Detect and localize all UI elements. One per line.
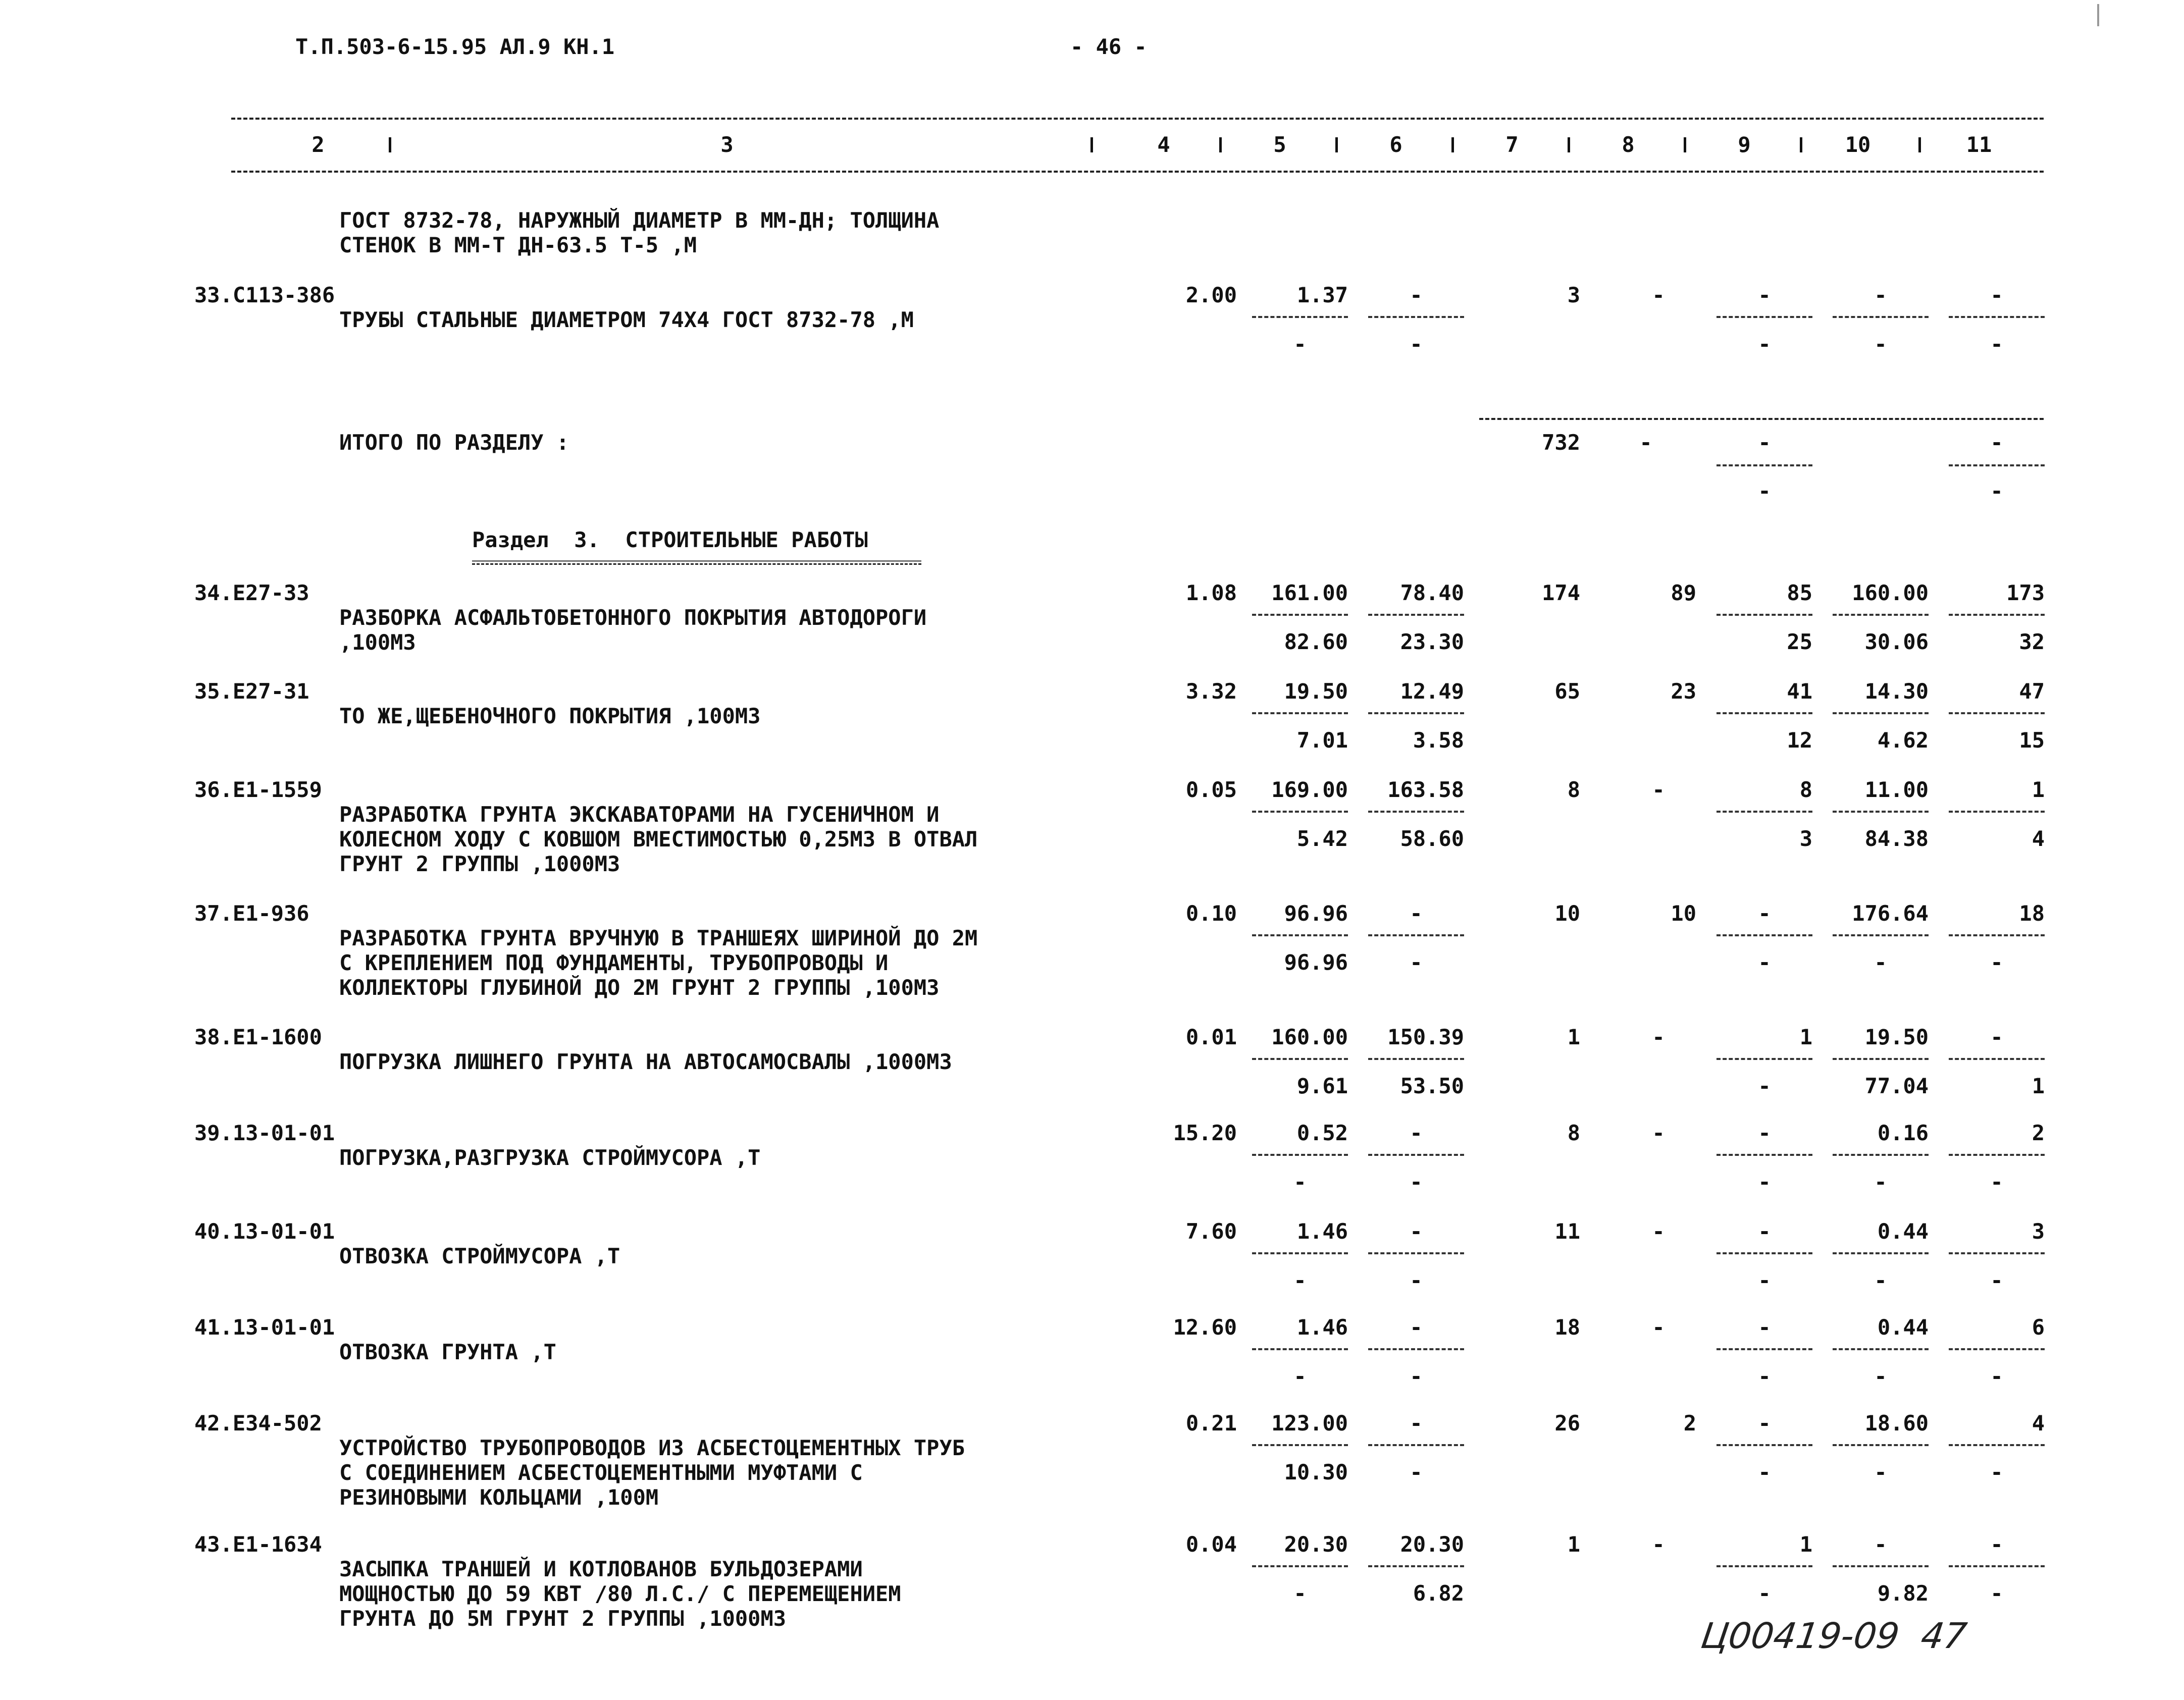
item-c7: 18 bbox=[1554, 1315, 1580, 1340]
item-c11b: 1 bbox=[2032, 1074, 2045, 1098]
item-rule-c11 bbox=[1949, 712, 2045, 714]
item-c11: 6 bbox=[2032, 1315, 2045, 1340]
item-rule-c6 bbox=[1368, 1444, 1464, 1446]
total-col9-rule bbox=[1717, 464, 1812, 466]
item-description-line: РАЗРАБОТКА ГРУНТА ВРУЧНУЮ В ТРАНШЕЯХ ШИРИНОЙ ДО 2М bbox=[339, 926, 978, 950]
item-c5: 1.46 bbox=[1296, 1315, 1348, 1340]
item-c11: - bbox=[1990, 1025, 2003, 1049]
item-code: 43.Е1-1634 bbox=[194, 1532, 322, 1557]
item-description-line: С СОЕДИНЕНИЕМ АСБЕСТОЦЕМЕНТНЫМИ МУФТАМИ С bbox=[339, 1460, 863, 1485]
item-c11b: - bbox=[1990, 1581, 2003, 1606]
item-description-line: С КРЕПЛЕНИЕМ ПОД ФУНДАМЕНТЫ, ТРУБОПРОВОДЫ И bbox=[339, 950, 889, 975]
item-c5: 161.00 bbox=[1271, 580, 1348, 605]
item-c4: 7.60 bbox=[1185, 1219, 1237, 1244]
item-c11: 1 bbox=[2032, 777, 2045, 802]
item-c11: - bbox=[1990, 1532, 2003, 1557]
item-rule-c10 bbox=[1833, 1058, 1929, 1060]
item-c10: - bbox=[1874, 1532, 1887, 1557]
item-c5: 0.52 bbox=[1296, 1121, 1348, 1145]
item-c6: 20.30 bbox=[1400, 1532, 1464, 1557]
item-c8: - bbox=[1652, 1219, 1665, 1244]
item-rule-c10 bbox=[1833, 1444, 1929, 1446]
item-rule-c10 bbox=[1833, 1348, 1929, 1350]
item-c9: - bbox=[1758, 1121, 1771, 1145]
item-rule-c10 bbox=[1833, 1565, 1929, 1567]
item-c11: 4 bbox=[2032, 1411, 2045, 1436]
item-c10b: - bbox=[1874, 1268, 1887, 1293]
item-c10: 0.16 bbox=[1877, 1121, 1929, 1145]
item-rule-c5 bbox=[1252, 712, 1348, 714]
item-c9b: 3 bbox=[1799, 826, 1812, 851]
item-c7: 10 bbox=[1554, 901, 1580, 926]
item-rule-c9 bbox=[1717, 614, 1812, 616]
item-c6: - bbox=[1410, 1219, 1423, 1244]
item-c6b: - bbox=[1410, 1460, 1423, 1484]
item-rule-c11 bbox=[1949, 1348, 2045, 1350]
item-c4: 0.04 bbox=[1185, 1532, 1237, 1557]
column-separator bbox=[1568, 137, 1570, 152]
item-c10: 160.00 bbox=[1852, 580, 1929, 605]
item-c5b: - bbox=[1293, 1581, 1307, 1606]
item-rule-c9 bbox=[1717, 712, 1812, 714]
item-code: 39.13-01-01 bbox=[194, 1121, 335, 1145]
item-c10b: - bbox=[1874, 1170, 1887, 1194]
item-c5b: 96.96 bbox=[1284, 950, 1348, 975]
column-header-9: 10 bbox=[1845, 132, 1871, 157]
item-c4: 1.08 bbox=[1185, 580, 1237, 605]
item-c9b: - bbox=[1758, 332, 1771, 356]
item-rule-c9 bbox=[1717, 1058, 1812, 1060]
item-description-line: ГРУНТА ДО 5М ГРУНТ 2 ГРУППЫ ,1000М3 bbox=[339, 1606, 787, 1631]
item-c8: - bbox=[1652, 1532, 1665, 1557]
column-separator bbox=[1219, 137, 1222, 152]
section-title: Раздел 3. СТРОИТЕЛЬНЫЕ РАБОТЫ bbox=[472, 527, 868, 552]
item-c6: - bbox=[1410, 1315, 1423, 1340]
total-col11-sub: - bbox=[1990, 479, 2003, 503]
item-c4: 12.60 bbox=[1173, 1315, 1237, 1340]
item-c5b: 82.60 bbox=[1284, 629, 1348, 654]
column-header-2: 3 bbox=[720, 132, 734, 157]
item-c6: - bbox=[1410, 283, 1423, 307]
total-col7: 732 bbox=[1542, 430, 1580, 455]
item-rule-c9 bbox=[1717, 934, 1812, 936]
item-rule-c5 bbox=[1252, 1444, 1348, 1446]
item-rule-c10 bbox=[1833, 811, 1929, 813]
item-c10: 14.30 bbox=[1864, 679, 1929, 704]
item-c8: - bbox=[1652, 1121, 1665, 1145]
item-c7: 65 bbox=[1554, 679, 1580, 704]
item-description-line: ГРУНТ 2 ГРУППЫ ,1000М3 bbox=[339, 852, 620, 876]
item-c10b: - bbox=[1874, 950, 1887, 975]
item-rule-c11 bbox=[1949, 1154, 2045, 1156]
item-c9: 1 bbox=[1799, 1025, 1812, 1049]
item-rule-c11 bbox=[1949, 934, 2045, 936]
item-c11: 173 bbox=[2006, 580, 2045, 605]
item-c8: 23 bbox=[1671, 679, 1696, 704]
item-description-line: ЗАСЫПКА ТРАНШЕЙ И КОТЛОВАНОВ БУЛЬДОЗЕРАМИ bbox=[339, 1557, 863, 1581]
item-description-line: РЕЗИНОВЫМИ КОЛЬЦАМИ ,100М bbox=[339, 1485, 659, 1510]
doc-code: Т.П.503-6-15.95 АЛ.9 КН.1 bbox=[295, 34, 615, 59]
item-code: 34.Е27-33 bbox=[194, 580, 309, 605]
column-header-7: 8 bbox=[1622, 132, 1635, 157]
item-c9b: - bbox=[1758, 1074, 1771, 1098]
item-c9b: 12 bbox=[1787, 728, 1812, 753]
item-c6: 150.39 bbox=[1387, 1025, 1464, 1049]
column-header-4: 5 bbox=[1273, 132, 1286, 157]
item-c6b: 23.30 bbox=[1400, 629, 1464, 654]
item-c10b: 4.62 bbox=[1877, 728, 1929, 753]
item-c11b: - bbox=[1990, 1364, 2003, 1389]
item-c11b: - bbox=[1990, 1170, 2003, 1194]
column-separator bbox=[389, 137, 391, 152]
total-col11: - bbox=[1990, 430, 2003, 455]
item-c11: - bbox=[1990, 283, 2003, 307]
item-c6b: 58.60 bbox=[1400, 826, 1464, 851]
item-description-line: ТО ЖЕ,ЩЕБЕНОЧНОГО ПОКРЫТИЯ ,100М3 bbox=[339, 704, 761, 728]
item-c10b: - bbox=[1874, 1364, 1887, 1389]
item-rule-c11 bbox=[1949, 1252, 2045, 1254]
item-c9b: - bbox=[1758, 1170, 1771, 1194]
total-col9: - bbox=[1758, 430, 1771, 455]
intro-line-2: СТЕНОК В ММ-Т ДН-63.5 Т-5 ,М bbox=[339, 233, 697, 257]
item-c11b: - bbox=[1990, 1268, 2003, 1293]
item-c7: 1 bbox=[1567, 1025, 1580, 1049]
item-c6b: - bbox=[1410, 332, 1423, 356]
item-description-line: ОТВОЗКА ГРУНТА ,Т bbox=[339, 1340, 556, 1364]
item-c9b: 25 bbox=[1787, 629, 1812, 654]
item-rule-c9 bbox=[1717, 1154, 1812, 1156]
item-rule-c5 bbox=[1252, 1348, 1348, 1350]
item-c11: 3 bbox=[2032, 1219, 2045, 1244]
item-c5: 96.96 bbox=[1284, 901, 1348, 926]
item-c9b: - bbox=[1758, 1460, 1771, 1484]
item-c6: - bbox=[1410, 1121, 1423, 1145]
item-code: 40.13-01-01 bbox=[194, 1219, 335, 1244]
item-c10b: 30.06 bbox=[1864, 629, 1929, 654]
item-c9: 41 bbox=[1787, 679, 1812, 704]
intro-line-1: ГОСТ 8732-78, НАРУЖНЫЙ ДИАМЕТР В ММ-ДН; ТОЛЩИНА bbox=[339, 208, 940, 233]
item-rule-c6 bbox=[1368, 712, 1464, 714]
item-rule-c11 bbox=[1949, 316, 2045, 318]
item-c7: 8 bbox=[1567, 777, 1580, 802]
item-c11b: 15 bbox=[2019, 728, 2045, 753]
item-c7: 1 bbox=[1567, 1532, 1580, 1557]
item-c9: - bbox=[1758, 1219, 1771, 1244]
item-rule-c11 bbox=[1949, 1444, 2045, 1446]
item-c5b: - bbox=[1293, 1364, 1307, 1389]
item-c6b: 3.58 bbox=[1413, 728, 1464, 753]
item-c4: 0.05 bbox=[1185, 777, 1237, 802]
scan-mark bbox=[2097, 4, 2099, 26]
item-c5: 1.46 bbox=[1296, 1219, 1348, 1244]
item-c8: - bbox=[1652, 1025, 1665, 1049]
item-c9: - bbox=[1758, 1411, 1771, 1436]
item-c10: 11.00 bbox=[1864, 777, 1929, 802]
item-rule-c10 bbox=[1833, 1154, 1929, 1156]
item-rule-c9 bbox=[1717, 1348, 1812, 1350]
item-c10: 176.64 bbox=[1852, 901, 1929, 926]
item-c10: 0.44 bbox=[1877, 1219, 1929, 1244]
item-rule-c10 bbox=[1833, 934, 1929, 936]
item-rule-c6 bbox=[1368, 934, 1464, 936]
item-c6b: - bbox=[1410, 1268, 1423, 1293]
item-c5: 160.00 bbox=[1271, 1025, 1348, 1049]
item-rule-c6 bbox=[1368, 811, 1464, 813]
item-c11: 2 bbox=[2032, 1121, 2045, 1145]
item-c4: 0.10 bbox=[1185, 901, 1237, 926]
item-rule-c5 bbox=[1252, 1252, 1348, 1254]
item-code: 35.Е27-31 bbox=[194, 679, 309, 704]
section-title-underline bbox=[472, 560, 921, 565]
item-c6b: 6.82 bbox=[1413, 1581, 1464, 1606]
item-c5b: - bbox=[1293, 1170, 1307, 1194]
total-col11-rule bbox=[1949, 464, 2045, 466]
item-c11b: - bbox=[1990, 332, 2003, 356]
item-c6b: 53.50 bbox=[1400, 1074, 1464, 1098]
item-c5: 1.37 bbox=[1296, 283, 1348, 307]
total-col9-sub: - bbox=[1758, 479, 1771, 503]
item-rule-c9 bbox=[1717, 811, 1812, 813]
item-c9b: - bbox=[1758, 1364, 1771, 1389]
column-header-5: 6 bbox=[1389, 132, 1402, 157]
item-c4: 2.00 bbox=[1185, 283, 1237, 307]
item-c9: - bbox=[1758, 283, 1771, 307]
item-c11: 18 bbox=[2019, 901, 2045, 926]
item-rule-c5 bbox=[1252, 934, 1348, 936]
column-header-1: 2 bbox=[311, 132, 325, 157]
item-rule-c10 bbox=[1833, 614, 1929, 616]
item-c10b: 77.04 bbox=[1864, 1074, 1929, 1098]
item-rule-c5 bbox=[1252, 1565, 1348, 1567]
handwritten-stamp: Ц00419-09 47 bbox=[1698, 1615, 1969, 1657]
item-c5b: 5.42 bbox=[1296, 826, 1348, 851]
item-rule-c6 bbox=[1368, 1252, 1464, 1254]
item-c6b: - bbox=[1410, 1364, 1423, 1389]
item-code: 41.13-01-01 bbox=[194, 1315, 335, 1340]
column-separator bbox=[1090, 137, 1093, 152]
item-c7: 174 bbox=[1542, 580, 1580, 605]
item-c9: - bbox=[1758, 1315, 1771, 1340]
item-c8: 2 bbox=[1683, 1411, 1696, 1436]
item-c9b: - bbox=[1758, 1581, 1771, 1606]
item-c8: 10 bbox=[1671, 901, 1696, 926]
item-rule-c6 bbox=[1368, 316, 1464, 318]
item-c10: - bbox=[1874, 283, 1887, 307]
item-c7: 11 bbox=[1554, 1219, 1580, 1244]
item-c10b: - bbox=[1874, 332, 1887, 356]
item-rule-c11 bbox=[1949, 1565, 2045, 1567]
item-c6: 163.58 bbox=[1387, 777, 1464, 802]
item-c9b: - bbox=[1758, 1268, 1771, 1293]
header-bottom-rule bbox=[231, 171, 2044, 173]
item-code: 38.Е1-1600 bbox=[194, 1025, 322, 1049]
item-c11b: 4 bbox=[2032, 826, 2045, 851]
item-c6b: - bbox=[1410, 950, 1423, 975]
item-c5: 169.00 bbox=[1271, 777, 1348, 802]
item-rule-c6 bbox=[1368, 1154, 1464, 1156]
item-c7: 3 bbox=[1567, 283, 1580, 307]
item-description-line: РАЗРАБОТКА ГРУНТА ЭКСКАВАТОРАМИ НА ГУСЕНИЧНОМ И bbox=[339, 802, 940, 827]
item-description-line: МОЩНОСТЬЮ ДО 59 КВТ /80 Л.С./ С ПЕРЕМЕЩЕНИЕМ bbox=[339, 1581, 901, 1606]
item-c4: 15.20 bbox=[1173, 1121, 1237, 1145]
item-description-line: ОТВОЗКА СТРОЙМУСОРА ,Т bbox=[339, 1244, 620, 1268]
item-c4: 0.01 bbox=[1185, 1025, 1237, 1049]
item-c8: 89 bbox=[1671, 580, 1696, 605]
item-c7: 26 bbox=[1554, 1411, 1580, 1436]
item-c11b: 32 bbox=[2019, 629, 2045, 654]
item-rule-c10 bbox=[1833, 1252, 1929, 1254]
item-c10b: - bbox=[1874, 1460, 1887, 1484]
item-c10: 0.44 bbox=[1877, 1315, 1929, 1340]
item-c4: 0.21 bbox=[1185, 1411, 1237, 1436]
item-rule-c11 bbox=[1949, 1058, 2045, 1060]
column-separator bbox=[1335, 137, 1338, 152]
item-rule-c10 bbox=[1833, 712, 1929, 714]
item-rule-c10 bbox=[1833, 316, 1929, 318]
item-c10: 18.60 bbox=[1864, 1411, 1929, 1436]
item-c9: 85 bbox=[1787, 580, 1812, 605]
column-separator bbox=[1918, 137, 1921, 152]
item-c9: - bbox=[1758, 901, 1771, 926]
item-c6: 12.49 bbox=[1400, 679, 1464, 704]
item-description-line: ПОГРУЗКА,РАЗГРУЗКА СТРОЙМУСОРА ,Т bbox=[339, 1145, 761, 1170]
total-col8: - bbox=[1639, 430, 1652, 455]
item-code: 36.Е1-1559 bbox=[194, 777, 322, 802]
total-top-rule bbox=[1479, 418, 2044, 420]
item-rule-c5 bbox=[1252, 1154, 1348, 1156]
item-c9: 8 bbox=[1799, 777, 1812, 802]
item-rule-c5 bbox=[1252, 811, 1348, 813]
item-c6: - bbox=[1410, 1411, 1423, 1436]
item-rule-c5 bbox=[1252, 316, 1348, 318]
item-c5b: 9.61 bbox=[1296, 1074, 1348, 1098]
item-c5b: - bbox=[1293, 332, 1307, 356]
item-c6: - bbox=[1410, 901, 1423, 926]
column-header-8: 9 bbox=[1738, 132, 1751, 157]
item-rule-c11 bbox=[1949, 614, 2045, 616]
page-number: - 46 - bbox=[1070, 34, 1147, 59]
item-c5: 19.50 bbox=[1284, 679, 1348, 704]
item-description-line: ТРУБЫ СТАЛЬНЫЕ ДИАМЕТРОМ 74Х4 ГОСТ 8732-78 ,М bbox=[339, 307, 914, 332]
item-description-line: РАЗБОРКА АСФАЛЬТОБЕТОННОГО ПОКРЫТИЯ АВТОДОРОГИ bbox=[339, 605, 927, 630]
column-header-3: 4 bbox=[1157, 132, 1170, 157]
item-c4: 3.32 bbox=[1185, 679, 1237, 704]
item-code: 37.Е1-936 bbox=[194, 901, 309, 926]
item-rule-c9 bbox=[1717, 1444, 1812, 1446]
item-rule-c9 bbox=[1717, 1565, 1812, 1567]
item-c10b: 84.38 bbox=[1864, 826, 1929, 851]
column-separator bbox=[1684, 137, 1686, 152]
item-c11: 47 bbox=[2019, 679, 2045, 704]
item-code: 33.С113-386 bbox=[194, 283, 335, 307]
item-rule-c6 bbox=[1368, 1565, 1464, 1567]
column-header-6: 7 bbox=[1505, 132, 1519, 157]
item-rule-c5 bbox=[1252, 1058, 1348, 1060]
item-rule-c11 bbox=[1949, 811, 2045, 813]
item-c10b: 9.82 bbox=[1877, 1581, 1929, 1606]
item-c6: 78.40 bbox=[1400, 580, 1464, 605]
item-c8: - bbox=[1652, 283, 1665, 307]
item-description-line: УСТРОЙСТВО ТРУБОПРОВОДОВ ИЗ АСБЕСТОЦЕМЕНТНЫХ ТРУБ bbox=[339, 1436, 965, 1460]
item-rule-c6 bbox=[1368, 614, 1464, 616]
item-c9b: - bbox=[1758, 950, 1771, 975]
item-description-line: ПОГРУЗКА ЛИШНЕГО ГРУНТА НА АВТОСАМОСВАЛЫ ,1000М3 bbox=[339, 1049, 952, 1074]
item-c5b: 10.30 bbox=[1284, 1460, 1348, 1484]
item-rule-c6 bbox=[1368, 1058, 1464, 1060]
item-c11b: - bbox=[1990, 1460, 2003, 1484]
item-c5b: - bbox=[1293, 1268, 1307, 1293]
item-c9: 1 bbox=[1799, 1532, 1812, 1557]
item-c8: - bbox=[1652, 1315, 1665, 1340]
item-c5b: 7.01 bbox=[1296, 728, 1348, 753]
item-rule-c9 bbox=[1717, 1252, 1812, 1254]
item-description-line: КОЛЕСНОМ ХОДУ С КОВШОМ ВМЕСТИМОСТЬЮ 0,25М3 В ОТВАЛ bbox=[339, 827, 978, 852]
item-rule-c5 bbox=[1252, 614, 1348, 616]
item-rule-c6 bbox=[1368, 1348, 1464, 1350]
item-c8: - bbox=[1652, 777, 1665, 802]
header-top-rule bbox=[231, 118, 2044, 120]
item-c11b: - bbox=[1990, 950, 2003, 975]
item-description-line: ,100М3 bbox=[339, 630, 416, 655]
column-separator bbox=[1451, 137, 1454, 152]
item-rule-c9 bbox=[1717, 316, 1812, 318]
column-separator bbox=[1800, 137, 1802, 152]
item-c6b: - bbox=[1410, 1170, 1423, 1194]
column-header-10: 11 bbox=[1966, 132, 1992, 157]
item-c7: 8 bbox=[1567, 1121, 1580, 1145]
item-c5: 123.00 bbox=[1271, 1411, 1348, 1436]
item-c10: 19.50 bbox=[1864, 1025, 1929, 1049]
total-label: ИТОГО ПО РАЗДЕЛУ : bbox=[339, 430, 569, 455]
item-description-line: КОЛЛЕКТОРЫ ГЛУБИНОЙ ДО 2М ГРУНТ 2 ГРУППЫ ,100М3 bbox=[339, 975, 940, 1000]
item-code: 42.Е34-502 bbox=[194, 1411, 322, 1436]
item-c5: 20.30 bbox=[1284, 1532, 1348, 1557]
